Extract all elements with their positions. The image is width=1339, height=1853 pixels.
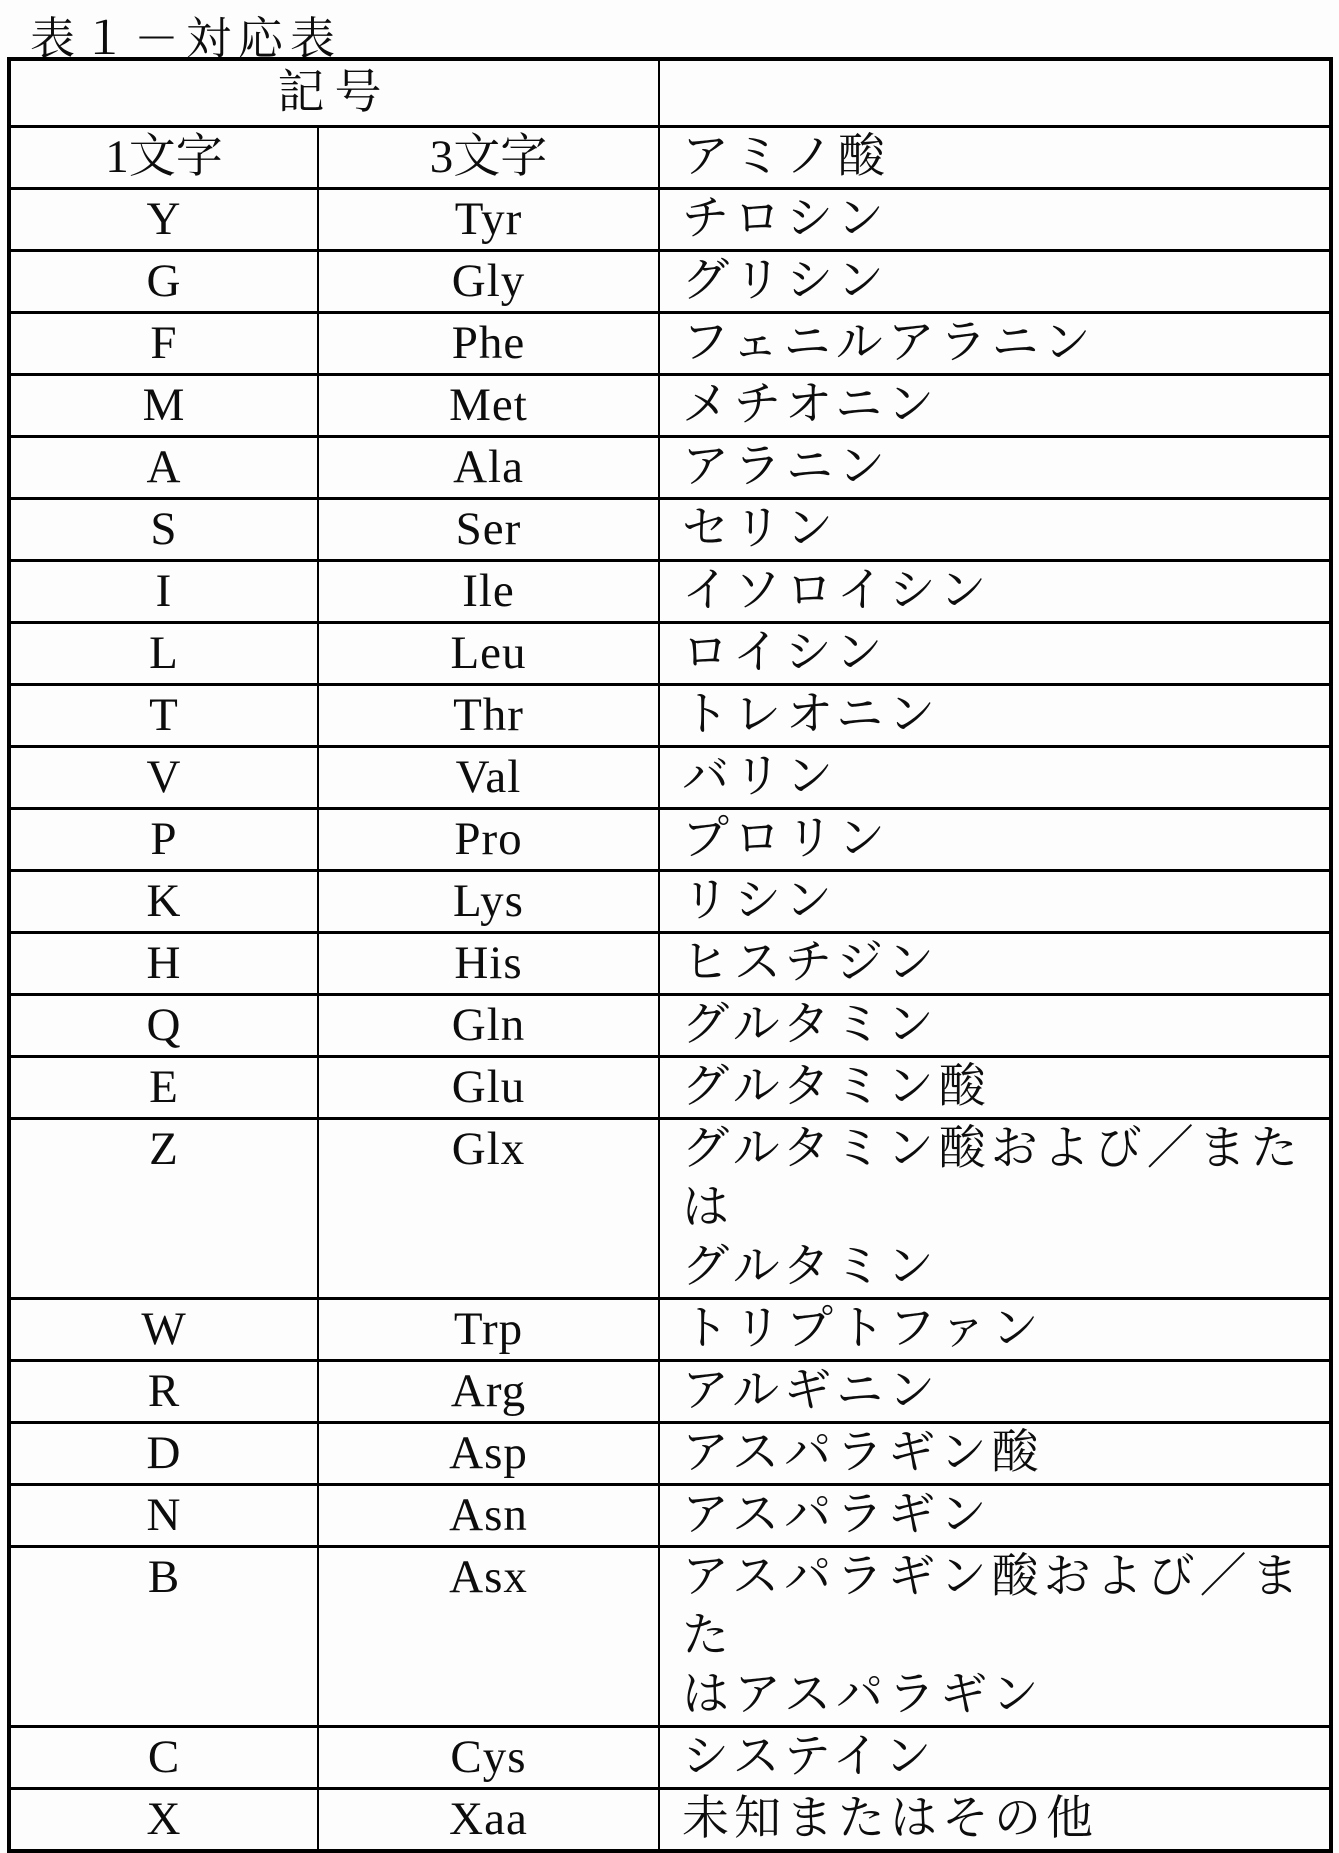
one-letter-cell: P bbox=[9, 809, 318, 871]
amino-acid-cell: グルタミン酸および／または グルタミン bbox=[659, 1119, 1331, 1299]
amino-acid-cell: アスパラギン酸および／また はアスパラギン bbox=[659, 1547, 1331, 1727]
three-letter-cell: Cys bbox=[318, 1727, 659, 1789]
one-letter-cell: G bbox=[9, 251, 318, 313]
amino-acid-cell: アラニン bbox=[659, 437, 1331, 499]
three-letter-cell: Ile bbox=[318, 561, 659, 623]
empty-header-cell bbox=[659, 59, 1331, 127]
table-row bbox=[9, 499, 1331, 561]
three-letter-cell: Gly bbox=[318, 251, 659, 313]
table-row bbox=[9, 437, 1331, 499]
three-letter-cell: Asp bbox=[318, 1423, 659, 1485]
amino-acid-cell: 未知またはその他 bbox=[659, 1789, 1331, 1852]
amino-acid-cell: チロシン bbox=[659, 189, 1331, 251]
one-letter-cell: M bbox=[9, 375, 318, 437]
one-letter-cell: V bbox=[9, 747, 318, 809]
amino-acid-cell: イソロイシン bbox=[659, 561, 1331, 623]
three-letter-cell: Glu bbox=[318, 1057, 659, 1119]
one-letter-cell: H bbox=[9, 933, 318, 995]
amino-acid-cell: トレオニン bbox=[659, 685, 1331, 747]
table-body bbox=[9, 189, 1331, 1852]
one-letter-cell: I bbox=[9, 561, 318, 623]
table-row bbox=[9, 375, 1331, 437]
three-letter-cell: Met bbox=[318, 375, 659, 437]
three-letter-cell: Gln bbox=[318, 995, 659, 1057]
one-letter-cell: D bbox=[9, 1423, 318, 1485]
table-row bbox=[9, 685, 1331, 747]
symbol-group-header: 記号 bbox=[9, 59, 659, 127]
table-row bbox=[9, 313, 1331, 375]
one-letter-cell: R bbox=[9, 1361, 318, 1423]
three-letter-cell: Ser bbox=[318, 499, 659, 561]
one-letter-cell: C bbox=[9, 1727, 318, 1789]
amino-acid-cell: セリン bbox=[659, 499, 1331, 561]
table-row bbox=[9, 871, 1331, 933]
amino-acid-correspondence-table bbox=[7, 57, 1333, 1853]
table-row bbox=[9, 1547, 1331, 1727]
three-letter-cell: Trp bbox=[318, 1299, 659, 1361]
amino-acid-cell: リシン bbox=[659, 871, 1331, 933]
one-letter-cell: T bbox=[9, 685, 318, 747]
three-letter-cell: Thr bbox=[318, 685, 659, 747]
amino-acid-cell: フェニルアラニン bbox=[659, 313, 1331, 375]
table-row bbox=[9, 623, 1331, 685]
table-row bbox=[9, 1361, 1331, 1423]
amino-acid-cell: グリシン bbox=[659, 251, 1331, 313]
amino-acid-cell: メチオニン bbox=[659, 375, 1331, 437]
three-letter-cell: Asx bbox=[318, 1547, 659, 1727]
col-header-three-letter: 3文字 bbox=[318, 127, 659, 189]
one-letter-cell: K bbox=[9, 871, 318, 933]
three-letter-cell: Val bbox=[318, 747, 659, 809]
amino-acid-cell: アスパラギン酸 bbox=[659, 1423, 1331, 1485]
three-letter-cell: Ala bbox=[318, 437, 659, 499]
one-letter-cell: Y bbox=[9, 189, 318, 251]
one-letter-cell: F bbox=[9, 313, 318, 375]
amino-acid-cell: ヒスチジン bbox=[659, 933, 1331, 995]
one-letter-cell: Q bbox=[9, 995, 318, 1057]
three-letter-cell: Asn bbox=[318, 1485, 659, 1547]
one-letter-cell: X bbox=[9, 1789, 318, 1852]
table-row bbox=[9, 747, 1331, 809]
three-letter-cell: Leu bbox=[318, 623, 659, 685]
table-row bbox=[9, 1727, 1331, 1789]
amino-acid-cell: グルタミン酸 bbox=[659, 1057, 1331, 1119]
table-row bbox=[9, 1057, 1331, 1119]
three-letter-cell: Xaa bbox=[318, 1789, 659, 1852]
table-row bbox=[9, 1119, 1331, 1299]
one-letter-cell: E bbox=[9, 1057, 318, 1119]
table-row bbox=[9, 1789, 1331, 1852]
col-header-one-letter: 1文字 bbox=[9, 127, 318, 189]
table-row bbox=[9, 251, 1331, 313]
amino-acid-cell: グルタミン bbox=[659, 995, 1331, 1057]
three-letter-cell: Tyr bbox=[318, 189, 659, 251]
amino-acid-cell: システイン bbox=[659, 1727, 1331, 1789]
page-title: 表１－対応表 bbox=[30, 14, 343, 64]
table-row bbox=[9, 189, 1331, 251]
three-letter-cell: Glx bbox=[318, 1119, 659, 1299]
amino-acid-cell: バリン bbox=[659, 747, 1331, 809]
amino-acid-cell: プロリン bbox=[659, 809, 1331, 871]
one-letter-cell: S bbox=[9, 499, 318, 561]
col-header-amino-acid: アミノ酸 bbox=[659, 127, 1331, 189]
three-letter-cell: Lys bbox=[318, 871, 659, 933]
one-letter-cell: Z bbox=[9, 1119, 318, 1299]
one-letter-cell: A bbox=[9, 437, 318, 499]
one-letter-cell: W bbox=[9, 1299, 318, 1361]
table-row bbox=[9, 995, 1331, 1057]
one-letter-cell: B bbox=[9, 1547, 318, 1727]
amino-acid-cell: トリプトファン bbox=[659, 1299, 1331, 1361]
table-row bbox=[9, 1299, 1331, 1361]
amino-acid-cell: ロイシン bbox=[659, 623, 1331, 685]
three-letter-cell: His bbox=[318, 933, 659, 995]
three-letter-cell: Arg bbox=[318, 1361, 659, 1423]
one-letter-cell: N bbox=[9, 1485, 318, 1547]
three-letter-cell: Phe bbox=[318, 313, 659, 375]
table-row bbox=[9, 1423, 1331, 1485]
symbol-group-row bbox=[9, 59, 1331, 127]
table-row bbox=[9, 809, 1331, 871]
column-header-row bbox=[9, 127, 1331, 189]
amino-acid-cell: アルギニン bbox=[659, 1361, 1331, 1423]
table-row bbox=[9, 561, 1331, 623]
one-letter-cell: L bbox=[9, 623, 318, 685]
three-letter-cell: Pro bbox=[318, 809, 659, 871]
amino-acid-cell: アスパラギン bbox=[659, 1485, 1331, 1547]
table-row bbox=[9, 1485, 1331, 1547]
table-row bbox=[9, 933, 1331, 995]
